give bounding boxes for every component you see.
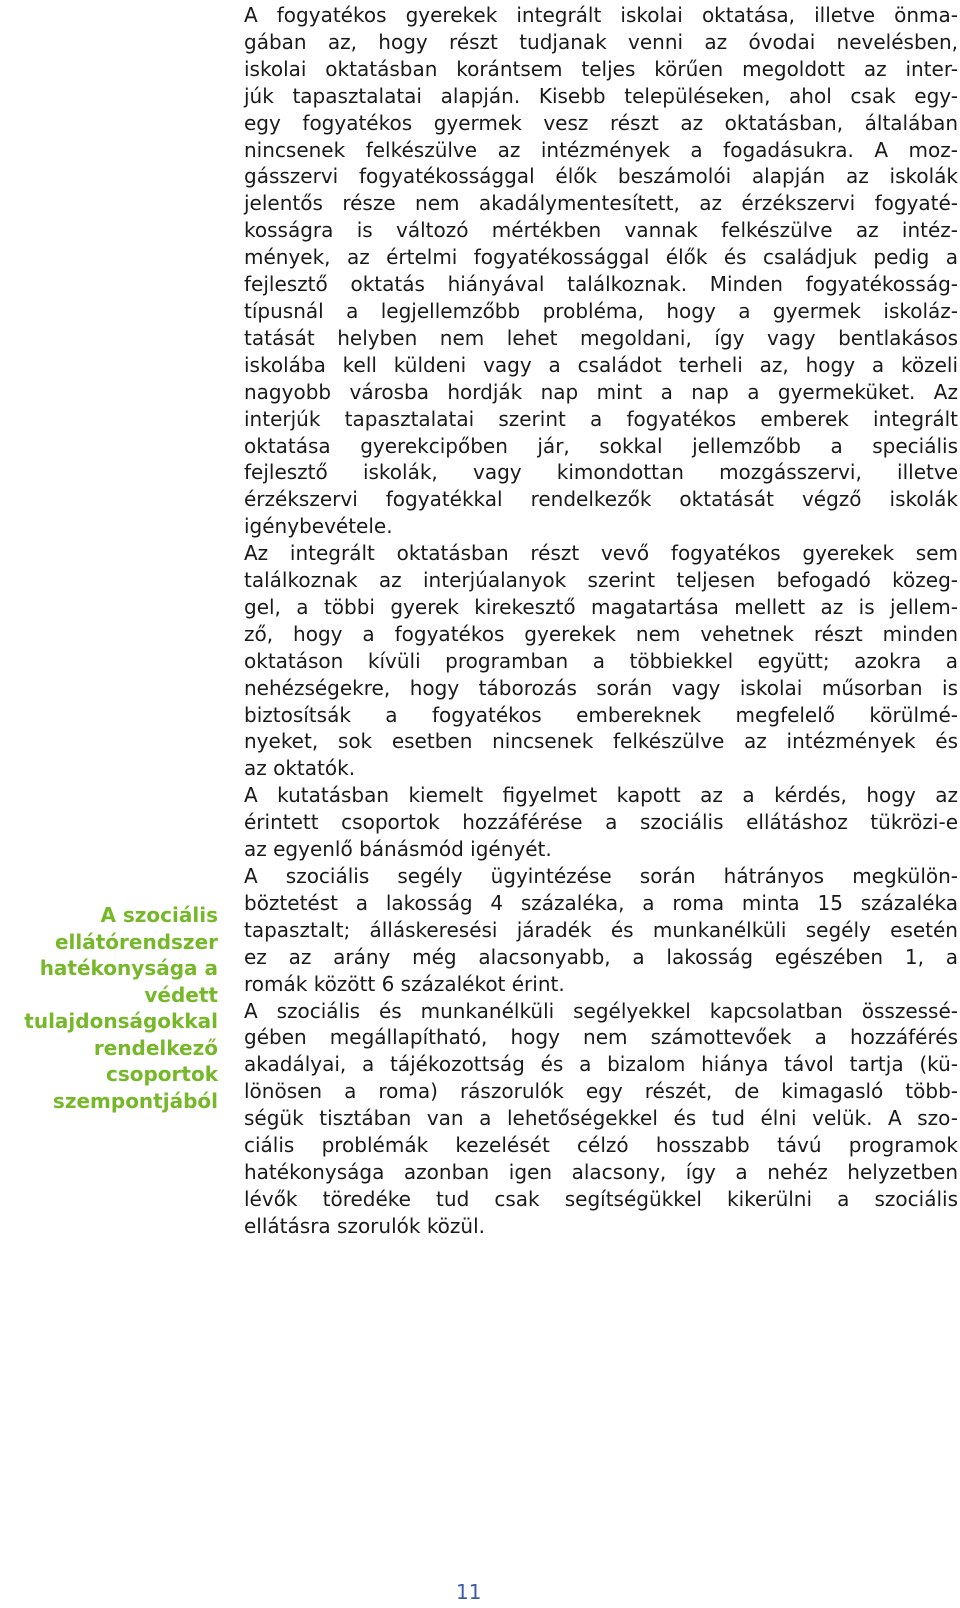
paragraph <box>244 863 958 998</box>
text-line: érintett csoportok hozzáférése a szociális ellátáshoz tükrözi-e <box>244 810 958 835</box>
text-line: oktatása gyerekcipőben jár, sokkal jellemzőbb a speciális <box>244 433 958 458</box>
text-line: nincsenek felkészülve az intézmények a fogadásukra. A moz- <box>244 137 958 162</box>
text-line: egy fogyatékos gyermek vesz részt az oktatásban, általában <box>244 110 958 135</box>
sidebar-heading-line: védett <box>144 982 218 1007</box>
sidebar-heading-line: hatékonysága a <box>39 956 218 980</box>
paragraph <box>244 2 958 540</box>
text-line: hatékonysága azonban igen alacsony, így a nehéz helyzetben <box>244 1159 958 1184</box>
text-line: az egyenlő bánásmód igényét. <box>244 837 552 862</box>
text-line: gában az, hogy részt tudjanak venni az óvodai nevelésben, <box>244 29 958 54</box>
text-line: gel, a többi gyerek kirekesztő magatartása mellett az is jellem- <box>244 594 958 619</box>
paragraph <box>244 540 958 782</box>
text-line: típusnál a legjellemzőbb probléma, hogy a gyermek iskoláz- <box>244 298 958 323</box>
text-line: A szociális segély ügyintézése során hátrányos megkülön- <box>244 864 958 888</box>
sidebar-heading-line: A szociális <box>100 903 218 927</box>
sidebar-heading-line: rendelkező <box>93 1035 218 1060</box>
text-line: ellátásra szorulók közül. <box>244 1213 486 1238</box>
text-line: az oktatók. <box>244 756 356 781</box>
text-line: iskolába kell küldeni vagy a családot terheli az, hogy a közeli <box>244 352 958 377</box>
text-line: nehézségekre, hogy táborozás során vagy iskolai műsorban is <box>244 675 958 700</box>
text-line: igénybevétele. <box>244 514 393 539</box>
paragraph <box>244 998 958 1240</box>
text-line: interjúk tapasztalatai szerint a fogyatékos emberek integrált <box>244 406 958 431</box>
text-line: romák között 6 százalékot érint. <box>244 971 565 996</box>
text-line: mények, az értelmi fogyatékossággal élők és családjuk pedig a <box>244 245 958 270</box>
text-line: tatását helyben nem lehet megoldani, így vagy bentlakásos <box>244 325 958 350</box>
text-line: akadályai, a tájékozottság és a bizalom hiánya távol tartja (kü- <box>244 1052 958 1077</box>
text-line: kosságra is változó mértékben vannak felkészülve az intéz- <box>244 218 958 243</box>
text-line: oktatáson kívüli programban a többiekkel együtt; azokra a <box>244 648 958 673</box>
sidebar-heading-line: ellátórendszer <box>54 929 218 954</box>
text-line: ciális problémák kezelését célzó hosszabb távú programok <box>244 1133 958 1158</box>
text-line: iskolai oktatásban korántsem teljes körűen megoldott az inter- <box>244 56 958 81</box>
text-line: júk tapasztalatai alapján. Kisebb településeken, ahol csak egy- <box>244 83 958 108</box>
paragraph <box>244 782 958 863</box>
text-line: ez az arány még alacsonyabb, a lakosság egészében 1, a <box>244 944 958 969</box>
text-line: érzékszervi fogyatékkal rendelkezők oktatását végző iskolák <box>244 487 958 512</box>
text-line: biztosítsák a fogyatékos embereknek megfelelő körülmé- <box>244 702 958 727</box>
text-line: A kutatásban kiemelt figyelmet kapott az a kérdés, hogy az <box>244 783 958 808</box>
text-line: böztetést a lakosság 4 százaléka, a roma minta 15 százaléka <box>244 890 958 915</box>
page-number: 11 <box>456 1580 482 1604</box>
text-line: fejlesztő iskolák, vagy kimondottan mozgásszervi, illetve <box>244 460 958 485</box>
text-line: nagyobb városba hordják nap mint a nap a gyermeküket. Az <box>244 379 958 404</box>
text-line: ségük tisztában van a lehetőségekkel és tud élni velük. A szo- <box>244 1106 958 1131</box>
text-line: gében megállapítható, hogy nem számottevőek a hozzáférés <box>244 1025 958 1050</box>
text-line: találkoznak az interjúalanyok szerint teljesen befogadó közeg- <box>244 568 958 593</box>
text-line: jelentős része nem akadálymentesített, az érzékszervi fogyaté- <box>244 191 958 216</box>
text-line: gásszervi fogyatékossággal élők beszámolói alapján az iskolák <box>244 164 958 189</box>
text-line: lönösen a roma) rászorulók egy részét, de kimagasló több- <box>244 1079 958 1104</box>
sidebar-heading-line: szempontjából <box>52 1088 218 1113</box>
sidebar-heading-line: tulajdonságokkal <box>24 1009 218 1033</box>
body-text <box>244 2 958 1240</box>
text-line: tapasztalt; álláskeresési járadék és munkanélküli segély esetén <box>244 917 958 942</box>
text-line: lévők töredéke tud csak segítségükkel kikerülni a szociális <box>244 1186 958 1211</box>
sidebar-section-heading <box>0 902 218 1114</box>
text-line: Az integrált oktatásban részt vevő fogyatékos gyerekek sem <box>244 541 958 566</box>
text-line: A szociális és munkanélküli segélyekkel kapcsolatban összessé- <box>244 998 958 1023</box>
text-line: nyeket, sok esetben nincsenek felkészülve az intézmények és <box>244 729 958 754</box>
text-line: A fogyatékos gyerekek integrált iskolai oktatása, illetve önma- <box>244 3 958 27</box>
sidebar-heading-line: csoportok <box>105 1062 218 1086</box>
text-line: fejlesztő oktatás hiányával találkoznak. Minden fogyatékosság- <box>244 272 958 297</box>
text-line: ző, hogy a fogyatékos gyerekek nem vehetnek részt minden <box>244 621 958 646</box>
